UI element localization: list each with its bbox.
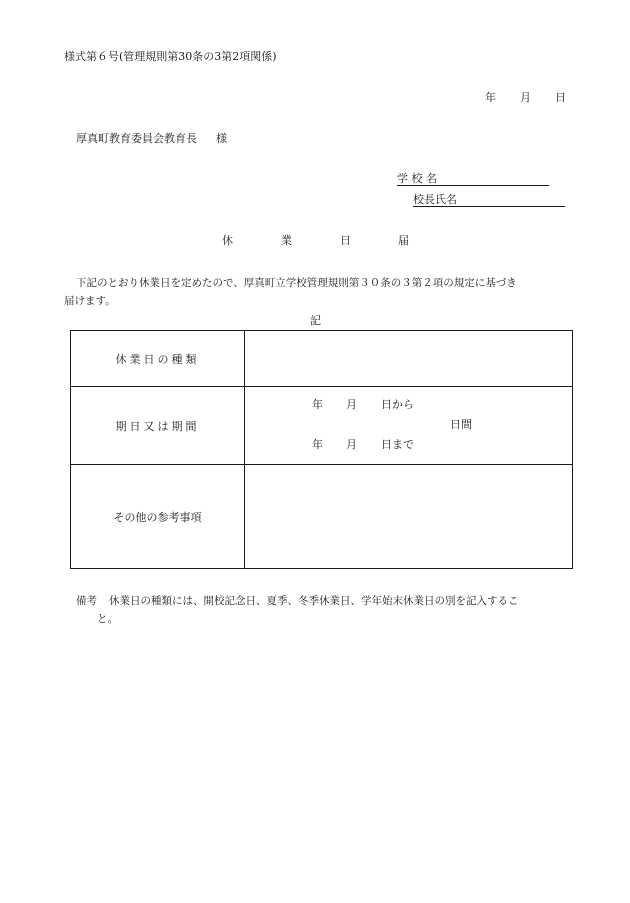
title-char-1: 休 (222, 234, 233, 247)
school-name-line (397, 185, 549, 186)
holiday-type-field[interactable] (245, 331, 573, 387)
body-line-2: 届けます。 (64, 295, 116, 307)
other-notes-label: その他の参考事項 (113, 510, 202, 524)
holiday-table (70, 330, 573, 569)
addressee-honorific: 様 (216, 132, 227, 145)
from-day-label: 日から (381, 397, 414, 411)
date-year-label: 年 (485, 91, 496, 104)
note-label: 備考 (76, 595, 97, 607)
period-field[interactable] (245, 387, 573, 465)
form-number: 様式第６号(管理規則第30条の3第2項関係) (64, 50, 277, 63)
ki-label: 記 (310, 314, 321, 327)
addressee-name: 厚真町教育委員会教育長 (76, 132, 197, 145)
holiday-type-label: 休業日の種類 (115, 352, 200, 366)
body-line-1: 下記のとおり休業日を定めたので、厚真町立学校管理規則第３０条の３第２項の規定に基づき (76, 277, 517, 289)
days-count-label: 日間 (450, 417, 472, 431)
holiday-type-label-cell (71, 331, 245, 387)
principal-name-line (413, 206, 565, 207)
to-month-label: 月 (346, 437, 357, 451)
other-notes-field[interactable] (245, 465, 573, 569)
other-notes-label-cell (71, 465, 245, 569)
to-day-label: 日まで (381, 437, 414, 451)
note-line-2: と。 (97, 613, 118, 625)
to-year-label: 年 (312, 437, 323, 451)
title-char-4: 届 (398, 234, 409, 247)
date-month-label: 月 (520, 91, 531, 104)
from-month-label: 月 (346, 397, 357, 411)
date-day-label: 日 (555, 91, 566, 104)
title-char-2: 業 (281, 234, 292, 247)
period-label: 期日又は期間 (115, 419, 200, 433)
note-line-1: 休業日の種類には、開校記念日、夏季、冬季休業日、学年始末休業日の別を記入するこ (109, 595, 519, 607)
school-name-label: 学 校 名 (397, 172, 437, 185)
title-char-3: 日 (340, 234, 351, 247)
principal-name-label: 校長氏名 (413, 193, 457, 206)
period-label-cell (71, 387, 245, 465)
from-year-label: 年 (312, 397, 323, 411)
